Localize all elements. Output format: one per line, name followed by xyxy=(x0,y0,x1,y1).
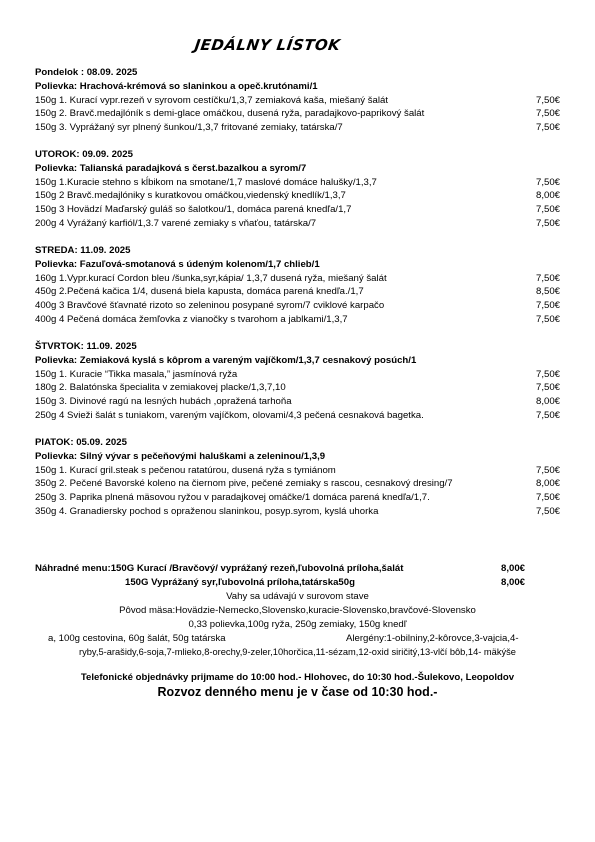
phone-order-info: Telefonické objednávky prijmame do 10:00 hod.- Hlohovec, do 10:30 hod.-Šulekovo, Leopoldov xyxy=(80,672,515,683)
item-description: 450g 2.Pečená kačica 1/4, dusená biela kapusta, domáca parená knedľa./1,7 xyxy=(35,286,364,298)
portion-note: 0,33 polievka,100g ryža, 250g zemiaky, 150g knedľ xyxy=(188,619,407,630)
item-description: 150g 1. Kurací vypr.rezeň v syrovom cestíčku/1,3,7 zemiaková kaša, miešaný šalát xyxy=(35,94,388,106)
menu-item xyxy=(35,121,560,135)
item-description: 150g 3. Divinové ragú na lesných hubách ,opražená tarhoňa xyxy=(35,396,292,408)
menu-item xyxy=(35,491,560,505)
item-description: 160g 1.Vypr.kurací Cordon bleu /šunka,syr,kápia/ 1,3,7 dusená ryža, miešaný šalát xyxy=(35,272,387,284)
item-description: 150g 3. Vyprážaný syr plnený šunkou/1,3,7 fritované zemiaky, tatárska/7 xyxy=(35,122,343,134)
day-section-wednesday xyxy=(35,244,560,327)
alternative-menu-price: 8,00€ xyxy=(501,576,526,588)
soup-line: Polievka: Silný vývar s pečeňovými haluškami a zeleninou/1,3,9 xyxy=(35,450,326,462)
allergens-note-continued: ryby,5-arašidy,6-soja,7-mlieko,8-orechy,9-zeler,10horčica,11-sézam,12-oxid siričitý,13-vlčí bôb,14- mäkýše xyxy=(79,647,516,657)
menu-item xyxy=(35,94,560,108)
item-description: 180g 2. Balatónska špecialita v zemiakovej placke/1,3,7,10 xyxy=(35,382,286,394)
item-description: 150g 2. Bravč.medajlóník s demi-glace omáčkou, dusená ryža, paradajkovo-paprikový šalát xyxy=(35,108,425,120)
item-description: 400g 4 Pečená domáca žemľovka z vianočky s tvarohom a jablkami/1,3,7 xyxy=(35,313,348,325)
delivery-time-info: Rozvoz denného menu je v čase od 10:30 hod.- xyxy=(157,685,438,699)
day-section-monday xyxy=(35,66,560,135)
item-description: 150g 1. Kuracie “Tikka masala,” jasmínová ryža xyxy=(35,368,238,380)
item-price: 7,50€ xyxy=(535,382,560,394)
menu-item xyxy=(35,505,560,519)
alternative-menu-row xyxy=(35,562,560,576)
day-header: STREDA: 11.09. 2025 xyxy=(35,245,131,256)
alternative-menu-price: 8,00€ xyxy=(501,563,526,574)
day-header: UTOROK: 09.09. 2025 xyxy=(35,149,133,160)
soup-line: Polievka: Hrachová-krémová so slaninkou a opeč.krutónami/1 xyxy=(35,80,318,92)
day-section-thursday xyxy=(35,340,560,423)
alternative-menu-row xyxy=(35,576,560,590)
raw-weight-note: Vahy sa udávajú v surovom stave xyxy=(226,591,369,602)
item-description: 250g 3. Paprika plnená mäsovou ryžou v paradajkovej omáčke/1 domáca parená knedľa/1,7. xyxy=(35,492,430,504)
meat-origin-note: Pôvod mäsa:Hovädzie-Nemecko,Slovensko,kuracie-Slovensko,bravčové-Slovensko xyxy=(119,605,476,616)
item-price: 8,00€ xyxy=(535,478,560,490)
item-description: 150g 3 Hovädzí Maďarský guláš so šalotkou/1, domáca parená knedľa/1,7 xyxy=(35,204,352,216)
item-price: 7,50€ xyxy=(535,464,560,476)
menu-item xyxy=(35,203,560,217)
menu-item xyxy=(35,217,560,231)
menu-item xyxy=(35,272,560,286)
day-header: PIATOK: 05.09. 2025 xyxy=(35,437,127,448)
item-price: 7,50€ xyxy=(535,272,560,284)
item-price: 7,50€ xyxy=(535,368,560,380)
item-price: 7,50€ xyxy=(535,204,560,216)
menu-item xyxy=(35,477,560,491)
menu-item xyxy=(35,381,560,395)
menu-item xyxy=(35,176,560,190)
item-price: 7,50€ xyxy=(535,217,560,229)
alternative-menu xyxy=(35,562,560,590)
menu-item xyxy=(35,395,560,409)
menu-item xyxy=(35,409,560,423)
day-section-tuesday xyxy=(35,148,560,231)
item-description: 400g 3 Bravčové šťavnaté rizoto so zeleninou posypané syrom/7 cviklové karpačo xyxy=(35,300,385,312)
item-price: 8,00€ xyxy=(535,396,560,408)
item-description: 150g 1. Kurací gril.steak s pečenou ratatúrou, dusená ryža s tymiánom xyxy=(35,464,336,476)
day-header: ŠTVRTOK: 11.09. 2025 xyxy=(35,341,137,352)
item-price: 7,50€ xyxy=(535,94,560,106)
item-description: 150g 1.Kuracie stehno s kĺbikom na smotane/1,7 maslové domáce halušky/1,3,7 xyxy=(35,176,377,188)
item-price: 8,50€ xyxy=(535,286,560,298)
item-description: 350g 4. Granadiersky pochod s opraženou slaninkou, posyp.syrom, kyslá uhorka xyxy=(35,505,379,517)
allergens-note: Alergény:1-obilniny,2-kôrovce,3-vajcia,4- xyxy=(346,633,519,644)
item-description: 150g 2 Bravč.medajlóniky s kuratkovou omáčkou,viedenský knedlík/1,3,7 xyxy=(35,190,346,202)
item-price: 7,50€ xyxy=(535,176,560,188)
alternative-menu-text: 150G Vyprážaný syr,ľubovolná príloha,tatárska50g xyxy=(125,576,355,588)
menu-item xyxy=(35,313,560,327)
soup-line: Polievka: Talianská paradajková s čerst.bazalkou a syrom/7 xyxy=(35,162,307,174)
item-description: 250g 4 Svieži šalát s tuniakom, vareným vajíčkom, olovami/4,3 pečená cesnaková bagetka. xyxy=(35,409,424,421)
menu-item xyxy=(35,368,560,382)
day-section-friday xyxy=(35,436,560,519)
item-price: 7,50€ xyxy=(535,108,560,120)
item-price: 8,00€ xyxy=(535,190,560,202)
menu-item xyxy=(35,464,560,478)
item-price: 7,50€ xyxy=(535,122,560,134)
menu-item xyxy=(35,299,560,313)
item-price: 7,50€ xyxy=(535,409,560,421)
menu-item xyxy=(35,107,560,121)
day-header: Pondelok : 08.09. 2025 xyxy=(35,67,138,78)
item-price: 7,50€ xyxy=(535,313,560,325)
item-price: 7,50€ xyxy=(535,492,560,504)
alternative-menu-text: Náhradné menu:150G Kurací /Bravčový/ vyprážaný rezeň,ľubovolná príloha,šalát xyxy=(35,563,404,574)
item-description: 350g 2. Pečené Bavorské koleno na čiernom pive, pečené zemiaky s rascou, cesnakový dresing/7 xyxy=(35,478,453,490)
soup-line: Polievka: Zemiaková kyslá s kôprom a vareným vajíčkom/1,3,7 cesnakový posúch/1 xyxy=(35,354,417,366)
menu-item xyxy=(35,189,560,203)
portion-note-continued: a, 100g cestovina, 60g šalát, 50g tatárska xyxy=(48,633,226,644)
item-description: 200g 4 Vyrážaný karfiól/1,3.7 varené zemiaky s vňaťou, tatárska/7 xyxy=(35,217,317,229)
menu-title: JEDÁLNY LÍSTOK xyxy=(193,36,342,54)
item-price: 7,50€ xyxy=(535,505,560,517)
menu-item xyxy=(35,285,560,299)
soup-line: Polievka: Fazuľová-smotanová s údeným kolenom/1,7 chlieb/1 xyxy=(35,258,320,270)
item-price: 7,50€ xyxy=(535,300,560,312)
